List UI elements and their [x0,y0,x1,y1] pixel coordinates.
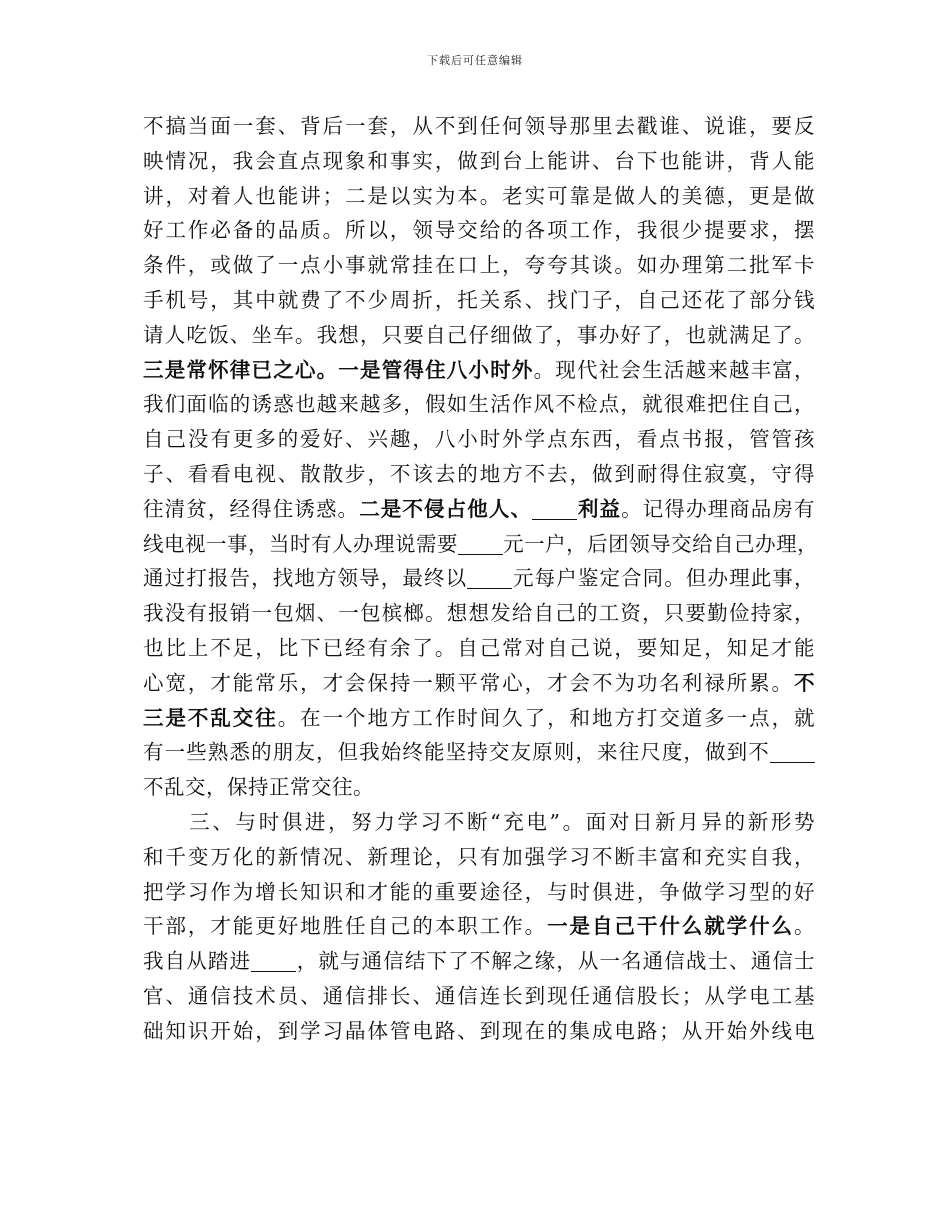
text-segment: 有一些熟悉的朋友，但我始终能坚持交友原则，来往尺度，做到不 [143,740,770,765]
text-segment: 子、看看电视、散散步，不该去的地方不去，做到耐得住寂寞，守得 [143,461,815,486]
text-line [143,701,815,736]
text-segment: 元一户，后团领导交给自己办理， [503,531,819,556]
text-segment: 我自从踏进 [143,949,252,974]
text-line [143,353,815,388]
bold-text: 三是常怀律已之心。一是管得住八小时外 [143,357,534,382]
text-segment: 。在一个地方工作时间久了，和地方打交道多一点，就 [277,705,816,730]
text-segment: 干部，才能更好地胜任自己的本职工作。 [143,914,548,939]
text-segment: 通过打报告，找地方领导，最终以 [143,566,468,591]
page-header: 下载后可任意编辑 [427,54,523,67]
blank-field [458,534,503,555]
bold-text: 不 [794,670,815,695]
text-line [143,840,815,875]
text-line [143,909,815,944]
blank-field [251,951,296,972]
text-segment: 心宽，才能常乐，才会保持一颗平常心，才会不为功名利禄所累。 [143,670,794,695]
text-segment: 把学习作为增长知识和才能的重要途径，与时俱进，争做学习型的好 [143,879,815,904]
text-line [143,770,815,805]
text-segment: ，就与通信结下了不解之缘，从一名通信战士、通信士 [296,949,816,974]
text-segment: 映情况，我会直点现象和事实，做到台上能讲、台下也能讲，背人能 [143,148,815,173]
text-line [143,666,815,701]
bold-text: 利益 [577,496,622,521]
text-line [143,735,815,770]
blank-field [532,499,577,520]
text-segment: 我们面临的诱惑也越来越多，假如生活作风不检点，就很难把住自己， [143,392,815,417]
text-line [143,596,815,631]
text-segment: 。 [794,914,816,939]
text-line [143,1014,815,1049]
text-line [143,387,815,422]
text-segment: 也比上不足，比下已经有余了。自己常对自己说，要知足，知足才能 [143,635,815,660]
text-line [143,144,815,179]
document-body [143,109,819,1049]
text-line [143,631,815,666]
blank-field [770,742,815,763]
text-segment: 不乱交，保持正常交往。 [143,775,374,800]
text-segment: 手机号，其中就费了不少周折，托关系、找门子，自己还花了部分钱 [143,287,815,312]
text-line [143,457,815,492]
text-segment: 往清贫，经得住诱惑。 [143,496,360,521]
text-segment: 元每户鉴定合同。但办理此事， [512,566,816,591]
text-segment: 三、与时俱进，努力学习不断“充电”。面对日新月异的新形势 [143,809,815,834]
text-segment: 和千变万化的新情况、新理论，只有加强学习不断丰富和充实自我， [143,844,815,869]
bold-text: 三是不乱交往 [143,705,278,730]
text-segment: 条件，或做了一点小事就常挂在口上，夸夸其谈。如办理第二批军卡 [143,253,815,278]
text-segment: 自己没有更多的爱好、兴趣，八小时外学点东西，看点书报，管管孩 [143,427,815,452]
text-line [143,248,815,283]
bold-text: 一是自己干什么就学什么 [547,914,795,939]
text-line [143,492,815,527]
text-segment: 我没有报销一包烟、一包槟榔。想想发给自己的工资，只要勤俭持家， [143,601,815,626]
text-segment: 不搞当面一套、背后一套，从不到任何领导那里去戳谁、说谁，要反 [143,114,815,138]
text-segment: 础知识开始，到学习晶体管电路、到现在的集成电路；从开始外线电 [143,1018,815,1043]
text-segment: 讲，对着人也能讲；二是以实为本。老实可靠是做人的美德，更是做 [143,183,815,208]
text-line [143,213,815,248]
text-segment: 线电视一事，当时有人办理说需要 [143,531,458,556]
blank-field [467,568,512,589]
text-line [143,805,815,840]
text-segment: 。记得办理商品房有 [621,496,816,521]
text-line [143,318,815,353]
text-line [143,875,815,910]
text-line [143,422,815,457]
bold-text: 二是不侵占他人、 [359,496,533,521]
text-segment: 官、通信技术员、通信排长、通信连长到现任通信股长；从学电工基 [143,983,815,1008]
text-line [143,283,815,318]
text-line [143,561,815,596]
text-line [143,944,815,979]
text-line [143,527,819,562]
text-segment: 好工作必备的品质。所以，领导交给的各项工作，我很少提要求，摆 [143,218,815,243]
text-line [143,179,815,214]
text-segment: 请人吃饭、坐车。我想，只要自己仔细做了，事办好了，也就满足了。 [143,322,815,347]
text-segment: 。现代社会生活越来越丰富， [533,357,816,382]
text-line [143,109,815,144]
text-line [143,979,815,1014]
